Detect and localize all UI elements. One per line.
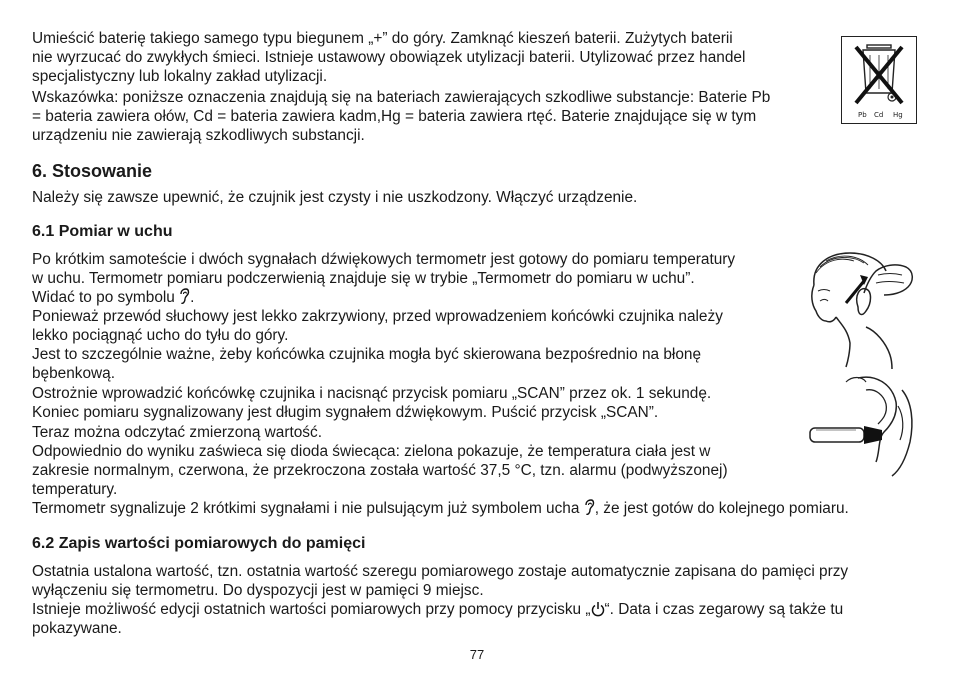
s61-line-3-end: .: [190, 289, 195, 306]
power-icon: [591, 601, 605, 622]
page-number: 77: [469, 647, 485, 662]
battery-line-4: Wskazówka: poniższe oznaczenia znajdują się na bateriach zawierających szkodliwe substancje: Baterie Pb: [32, 89, 771, 106]
section-6-1-title: 6.1 Pomiar w uchu: [32, 223, 173, 240]
s61-line-10: Teraz można odczytać zmierzoną wartość.: [32, 424, 322, 441]
s61-line-14-end: , że jest gotów do kolejnego pomiaru.: [594, 500, 849, 517]
s61-line-3-text: Widać to po symbolu: [32, 289, 180, 306]
s61-line-5: lekko pociągnąć ucho do tyłu do góry.: [32, 327, 289, 344]
s61-line-14-text: Termometr sygnalizuje 2 krótkimi sygnałami i nie pulsującym już symbolem ucha: [32, 500, 584, 517]
battery-line-3: specjalistyczny lub lokalny zakład utylizacji.: [32, 68, 328, 85]
s61-line-6: Jest to szczególnie ważne, żeby końcówka czujnika mogła być skierowana bezpośrednio na błonę: [32, 346, 702, 363]
s61-line-14: [32, 499, 849, 521]
s61-line-12: zakresie normalnym, czerwona, że przekroczona została wartość 37,5 °C, tzn. alarmu (podwyższonej): [32, 462, 728, 479]
s62-line-4: pokazywane.: [32, 620, 122, 637]
ear-icon: [584, 499, 595, 521]
section-6-title: 6. Stosowanie: [32, 161, 153, 181]
s61-line-2: w uchu. Termometr pomiaru podczerwienią znajduje się w trybie „Termometr do pomiaru w uchu”.: [32, 270, 695, 287]
battery-line-2: nie wyrzucać do zwykłych śmieci. Istnieje ustawowy obowiązek utylizacji baterii. Utylizować przez handel: [32, 49, 746, 66]
bin-label-pb: Pb: [858, 111, 867, 119]
bin-label-hg: Hg: [893, 111, 903, 119]
bin-label-cd: Cd: [874, 111, 884, 119]
thermometer-in-ear-illustration: [806, 372, 918, 478]
s61-line-1: Po krótkim samoteście i dwóch sygnałach dźwiękowych termometr jest gotowy do pomiaru temperatury: [32, 251, 736, 268]
s62-line-3: [32, 600, 843, 622]
s62-line-2: wyłączeniu się termometru. Do dyspozycji jest w pamięci 9 miejsc.: [32, 582, 484, 599]
s61-line-13: temperatury.: [32, 481, 118, 498]
battery-line-1: Umieścić baterię takiego samego typu biegunem „+” do góry. Zamknąć kieszeń baterii. Zużytych baterii: [32, 30, 733, 47]
s61-line-4: Ponieważ przewód słuchowy jest lekko zakrzywiony, przed wprowadzeniem końcówki czujnika należy: [32, 308, 723, 325]
s62-line-3-end: “. Data i czas zegarowy są także tu: [604, 601, 844, 618]
s61-line-7: bębenkową.: [32, 365, 116, 382]
s62-line-3-text: Istnieje możliwość edycji ostatnich wartości pomiarowych przy pomocy przycisku „: [32, 601, 591, 618]
s61-line-9: Koniec pomiaru sygnalizowany jest długim sygnałem dźwiękowym. Puścić przycisk „SCAN”.: [32, 404, 659, 421]
s61-line-11: Odpowiednio do wyniku zaświeca się dioda świecąca: zielona pokazuje, że temperatura ciała jest w: [32, 443, 711, 460]
s61-line-8: Ostrożnie wprowadzić końcówkę czujnika i nacisnąć przycisk pomiaru „SCAN” przez ok. 1 sekundę.: [32, 385, 712, 402]
crossed-bin-drawing: [842, 37, 916, 123]
battery-line-5: = bateria zawiera ołów, Cd = bateria zawiera kadm,Hg = bateria zawiera rtęć. Baterie znajdujące się w tym: [32, 108, 757, 125]
section-6-2-title: 6.2 Zapis wartości pomiarowych do pamięci: [32, 535, 366, 552]
ear-pull-illustration: [806, 247, 916, 369]
crossed-bin-icon: [841, 36, 917, 124]
battery-line-6: urządzeniu nie zawierają szkodliwych substancji.: [32, 127, 365, 144]
section-6-text: Należy się zawsze upewnić, że czujnik jest czysty i nie uszkodzony. Włączyć urządzenie.: [32, 189, 638, 206]
s62-line-1: Ostatnia ustalona wartość, tzn. ostatnia wartość szeregu pomiarowego zostaje automatycznie zapisana do pamięci przy: [32, 563, 849, 580]
